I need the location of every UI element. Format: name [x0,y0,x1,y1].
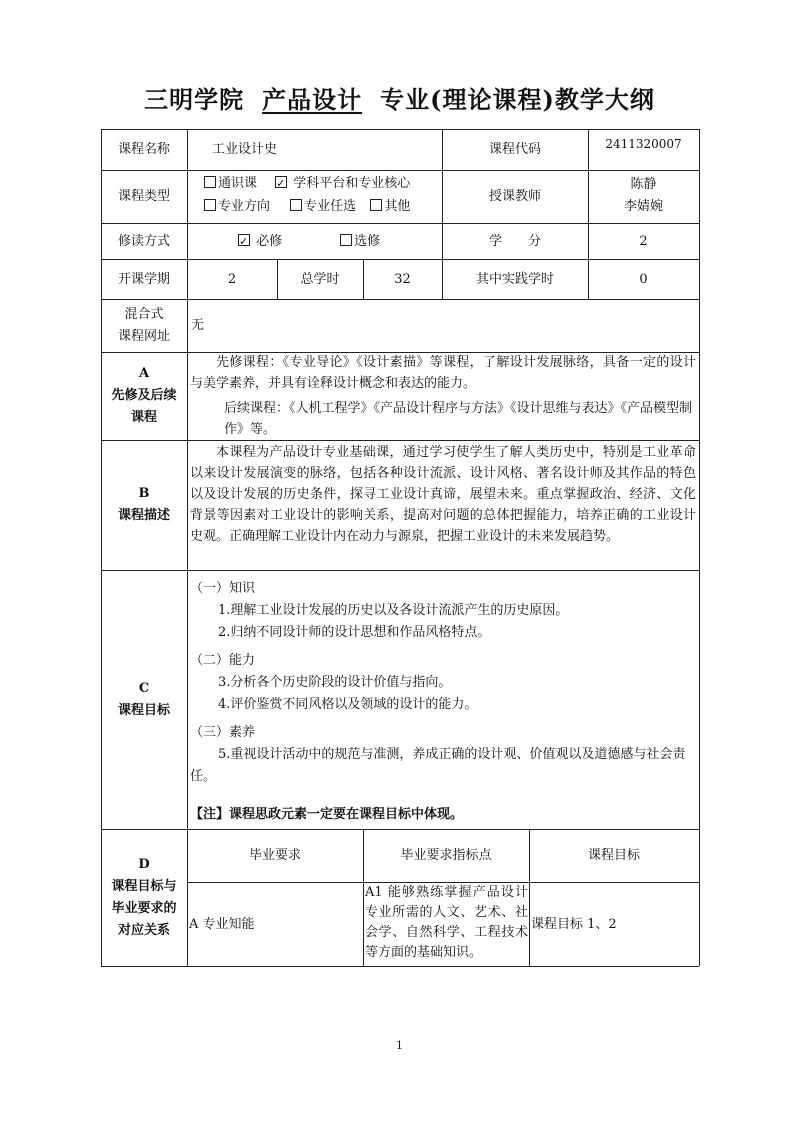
study-mode-label: 修读方式 [117,233,170,249]
course-description: 本课程为产品设计专业基础课，通过学习使学生了解人类历史中，特别是工业革命以来设计发展演变的脉络，包括各种设计流派、设计风格、著名设计师及其作品的特色以及设计发展的历史条件，探寻工业设计真谛，展望未来。重点掌握政治、经济、文化背景等因素对工业设计的影响关系，提高对问题的总体把握能力，培养正确的工业设计史观。正确理解工业设计内在动力与源泉，把握工业设计的未来发展趋势。 [190,445,696,544]
checkbox-icon[interactable] [340,234,352,246]
blended-url-value: 无 [191,318,205,333]
section-a-content [190,352,696,440]
title-suffix: 专业(理论课程)教学大纲 [380,85,655,114]
goal-item: 2.归纳不同设计师的设计思想和作品风格特点。 [218,625,491,640]
checkbox-icon[interactable] [370,199,382,211]
header-graduation-requirement: 毕业要求 [248,848,301,863]
checkbox-icon[interactable] [204,176,216,188]
course-code-value: 2411320007 [605,137,682,151]
goal-heading-ability: （二）能力 [190,653,256,668]
course-name-label: 课程名称 [117,142,170,157]
checkbox-checked-icon[interactable] [275,176,287,188]
section-d-label: D 课程目标与 毕业要求的 对应关系 [111,856,177,938]
goal-note: 【注】课程思政元素一定要在课程目标中体现。 [190,807,464,822]
course-type-option[interactable]: 专业方向 [204,199,270,214]
section-c-label: C 课程目标 [117,680,170,718]
section-b-content [190,442,696,568]
goal-item: 3.分析各个历史阶段的设计价值与指向。 [218,675,452,690]
header-course-goal: 课程目标 [587,848,640,863]
teacher-name: 李婧婉 [623,199,663,214]
semester-label: 开课学期 [117,271,170,287]
semester-value: 2 [227,271,237,287]
credit-label: 学 分 [488,233,541,249]
title-prefix: 三明学院 [144,85,245,114]
header-requirement-indicator: 毕业要求指标点 [400,848,492,863]
course-type-option[interactable]: ✓ 学科平台和专业核心 [275,176,410,191]
course-type-label: 课程类型 [117,189,170,204]
indicator-cell: A1 能够熟练掌握产品设计专业所需的人文、艺术、社会学、自然科学、工程技术等方面的基础知识。 [365,885,528,960]
title-major: 产品设计 [262,85,363,114]
document-title [0,80,799,115]
checkbox-icon[interactable] [204,199,216,211]
course-type-options [204,173,442,221]
goal-heading-knowledge: （一）知识 [190,581,256,596]
section-a-label: A 先修及后续 课程 [111,366,177,425]
total-hours-value: 32 [394,271,411,287]
total-hours-label: 总学时 [300,271,340,287]
teacher-label: 授课教师 [488,189,541,204]
followup-text: 后续课程：《人机工程学》《产品设计程序与方法》《设计思维与表达》《产品模型制作》等。 [224,401,693,437]
course-goal-cell: 课程目标 1、2 [531,916,617,932]
practice-hours-label: 其中实践学时 [475,271,554,287]
checkbox-icon[interactable] [290,199,302,211]
goal-item: 5.重视设计活动中的规范与准测，养成正确的设计观、价值观以及道德感与社会责任。 [190,747,686,784]
practice-hours-value: 0 [639,271,648,287]
course-code-label: 课程代码 [488,142,541,157]
course-type-option[interactable]: 通识课 [204,176,257,191]
page-number: 1 [396,1039,403,1052]
study-mode-option[interactable]: ✓ 必修 [238,231,282,252]
blended-url-label: 混合式 课程网址 [117,306,170,344]
teacher-names [588,174,699,220]
requirement-cell: A 专业知能 [189,916,255,932]
teacher-name: 陈静 [630,177,657,192]
credit-value: 2 [639,233,648,249]
course-type-option[interactable]: 专业任选 [290,199,356,214]
prereq-text: 先修课程：《专业导论》《设计素描》等课程，了解设计发展脉络，具备一定的设计与美学素养，并具有诠释设计概念和表达的能力。 [190,355,696,391]
goal-item: 4.评价鉴赏不同风格以及领域的设计的能力。 [218,697,478,712]
checkbox-checked-icon[interactable] [238,234,250,246]
section-c-content [190,578,696,826]
course-name-value: 工业设计史 [212,142,278,157]
study-mode-options [238,223,442,259]
course-type-option[interactable]: 其他 [370,199,410,214]
section-b-label: B 课程描述 [117,486,170,523]
study-mode-option[interactable]: 选修 [340,231,380,252]
goal-item: 1.理解工业设计发展的历史以及各设计流派产生的历史原因。 [218,603,569,618]
goal-heading-literacy: （三）素养 [190,725,256,740]
